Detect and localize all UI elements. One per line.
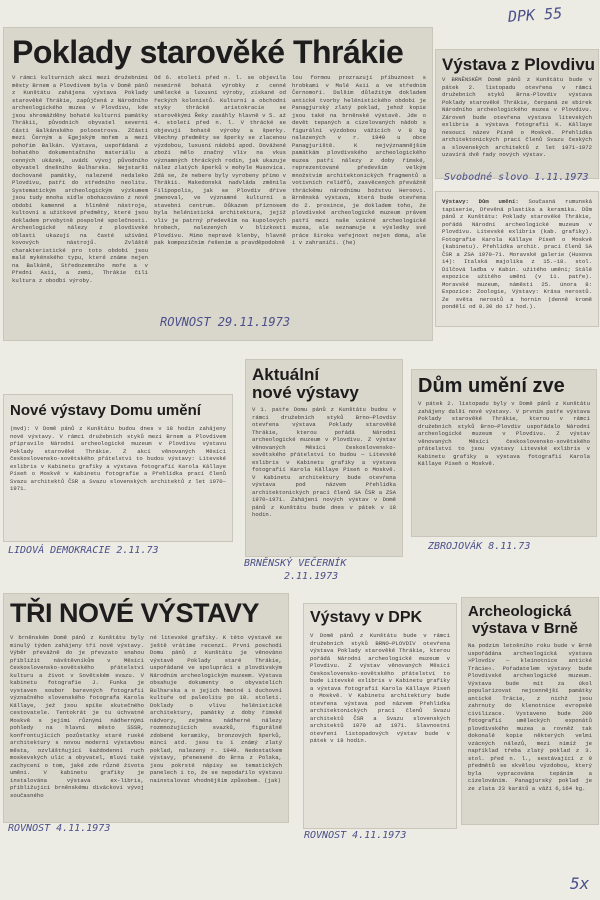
headline: Poklady starověké Thrákie xyxy=(12,34,404,70)
source-annotation-4: LIDOVÁ DEMOKRACIE 2.11.73 xyxy=(8,545,159,556)
headline-line-2: výstava v Brně xyxy=(472,620,578,637)
headline: Nové výstavy Domu umění xyxy=(10,402,201,419)
clipping-tri-nove-vystavy xyxy=(4,594,288,822)
article-body: V Domě pánů z Kunštátu bude v rámci družebních styků BRNO—PLOVDIV otevřena výstava Poklady starověké Thrákie, kterou pořádá Národní archeologické muzeum v Plovdivu. Z výstav věnovaných Měsíci československo-sovětského přátelství to bude Litevské exlibris v Kabinetu grafiky a výstava fotografií Karola Kállaye Píseň o Moskvě. V Kabinetu architektury bude otevřena výstava pod názvem Přehlídka architektonických prací členů Svazu architektů ČSR a Svazu slovenských architektů 1970 až 1971. Slavnostní otevření listopadových výstav bude v pátek v 18 hodin. xyxy=(310,632,450,744)
article-body: V 1. patře Domu pánů z Kunštátu budou v rámci družebních styků Brno—Plovdiv otevřena výstava Poklady starověké Thrákie, kterou pořádá Národní archeologické muzeum v Plovdivu. Z výstav věnovaných Měsíci československo-sovětského přátelství to budou — Litevské exlibris v Kabinetu grafiky a výstava fotografií Karola Kállaye Píseň o Moskvě. V Kabinetu architektury bude otevřena výstava pod názvem Přehlídka architektonických prací členů SA ČSR a ZSA 1970–1971. Zahájení nových výstav v Domě pánů z Kunštátu bude dnes v pátek v 18 hodin. xyxy=(252,406,396,518)
clipping-vystavy-v-dpk xyxy=(304,604,456,828)
clipping-vystava-z-plovdivu xyxy=(436,50,598,178)
article-body: (mvd): V Domě pánů z Kunštátu budou dnes v 18 hodin zahájeny nové výstavy. V rámci družebních styků mezi Brnem a Plovdivem připravilo Národní archeologické muzeum v Plovdivu výstavu Poklady starověké Thrákie. Z akcí věnovaných Měsíci československo-sovětského přátelství to budou výstavy: Litevské exlibris v Kabinetu grafiky a výstava fotografií Karola Kállaye Píseň o Moskvě v Kabinetu fotografie a Přehlídka prací členů Svazu architektů ČSR a Svazu slovenských architektů z let 1970–1971. xyxy=(10,425,226,492)
article-body: V pátek 2. listopadu byly v Domě pánů z Kunštátu zahájeny další nové výstavy. V prvním patře výstava Poklady starověké Thrákie, kterou v rámci družebních styků Brno—Plovdiv uspořádalo Národní archeologické muzeum v Plovdivu. Z výstav věnovaných Měsíci československo-sovětského přátelství to jsou výstavy Litevské exlibris v Kabinetu grafiky a výstava fotografií Karola Kállaye Píseň o Moskvě. xyxy=(418,400,590,467)
headline: Dům umění zve xyxy=(418,375,565,397)
clipping-dum-umeni-zve xyxy=(412,370,596,536)
source-annotation-2: Svobodné slovo 1.11.1973 xyxy=(444,172,589,183)
article-column-2: Od 6. století před n. l. se objevila nesmírně bohatá výrobky z cenné umělecké a luxusní výroby, získané od řeckých kolonistů. Kulturní a obchodní styky thrácké aristokracie se starověkými Řeky zasáhly hlavně v 5. až 4. století před n. l. V thrácké se objevují bohatě výroby a šperky. Všechny předměty se šperky se zlacenou výzdobou, luxusní nádobí apod. Dovážené zboží mělo značný vliv na vkus významných thráckých rodin, jak ukazuje nález zlatých šperků v mohyle Musovica. Zdá se, že nebere byly vyrobeny přímo v Thrákii. Makedonská nadvláda změnila Filipopolis, jak se Plovdiv dříve jmenoval, ve významné kulturní a stavební centrum. Důkazem příznosem byla helénistická architektura, jejíž vliv je patrný především na kupolových hrobech, nalezených v blízkosti Plovdivu. Mimo nepravé klenby, hlavně pak kompozičním řešením a pravděpodobně xyxy=(154,74,286,246)
article-body: Na podzim letošního roku bude v Brně uspořádána archeologická výstava »Plovdiv — kleinotnice antické Trácie«. Pořadatelem výstavy bude Plovdivské archeologické muzeum. Výstava bude mít za úkol popularizovat nejcennější památky antické Trácie, z nichž jsou zahrnuty do klenotnice evropské civilizace. Vystaveno bude 200 fotografií uměleckých exponátů plovdivského muzea a rovněž tak dokonalé kopie některých velmi vzácných nálezů, mezi nimiž je například třeba zlatý poklad z 3. stol. před n. l., sestávající z 9 předmětů se skvělou výzdobou, který byla vypracována tepáním a cizelováním. Panagjurský poklad je ze zlata 23 karátů a váží 6,164 kg. xyxy=(468,642,592,792)
source-annotation-7: ROVNOST 4.11.1973 xyxy=(8,823,111,834)
listing-body xyxy=(442,198,592,322)
source-annotation-5b: 2.11.1973 xyxy=(284,571,339,582)
listing-lead: Výstavy: Dům umění: xyxy=(442,198,519,205)
article-column-1: V rámci kulturních akcí mezi družebními městy Brnem a Plovdivem byla v Domě pánů z Kunštátu zahájena výstava Poklady starověké Thrákie, zapůjčená z Národního archeologického muzea v Plovdivu, kde jsou shromážděny bohaté kulturní památky Thrákii, původních obyvatel severní části Balkánského poloostrova. Zčásti mezi Černým a Egejským mořem a mezi pohořím Balkán. Výstava, uspořádaná z bohatého dokumentačního materiálu a cenných ukázek, uvádí vývoj původního obyvatel dnešního Bulharska. Nejstarší dochované památky, nalezené nedaleko Plovdivu, patří do středního neolitu. Systematickým archeologickým výzkumem jsou tudy mnoha sídle obohacováno z nové období kamenné a hliněné nástroje, kultovní a užitkové předměty, které jsou dokladem prvobytně pospolné společnosti. Archeologické nálezy z plovdivské oblasti ukazují na časté užívání kovových nástrojů. Zvláště charakteristické pro toto období jsou malé mykénského typu, které známe nejen na Balkáně, Středozemního moře a v Přední Asii, a zemi, Thrákie čili kultura z obodbí výroby. xyxy=(12,74,148,284)
headline-line-1: Aktuální xyxy=(252,365,320,384)
headline: Výstavy v DPK xyxy=(310,609,423,626)
headline: TŘI NOVÉ VÝSTAVY xyxy=(10,598,260,628)
clipping-nove-vystavy-domu-umeni xyxy=(4,395,232,541)
article-column-1: V brněnském Domě pánů z Kunštátu byly minulý týden zahájeny tři nové výstavy. Výběr převážně do je převzato snahou přiblížit návštěvníkům v Měsíci československo-sovětského přátelství kulturu a život v Sovětském svazu. V kabinetu fotografie J. Funka je vystaven soubor barevných fotografií význačného slovenského fotografa Karola Kállaye, jež jsou spíše skutečného cestovatele. Tentokrát je tu úchvatné Moskvě s jejími různými nádhernými pohledy na hlavní město SSSR, konfrontujících pozůstatky staré ruské architektury s novou moderní výstavbou města, ozvláštňující každodenní ruch moskevských ulic a obyvatel, mluví také zachycení o tom, jaké zde různé života umění. V kabinetu grafiky je instalována výstava ex-libris, přibližující brněnskému diváckovi vývoj současného xyxy=(10,634,144,799)
article-column-3: lou formou prozrazují příbuznost s hrobkami v Malé Asii a ve středním Černomoří. Dalším důležitým dokladem antické tvorby helénistického období je Panagjurský zlatý poklad, jehož kopie jsou také na brněnské výstavě. Jde o devět tepaných a cizelovaných nádob s figurální výzdobou vážících v 8 kg nalezených v r. 1949 u obce Panagjuriště. K nejvýznamnějším památkám plovdivského archeologického muzea patří nálezy z doby římské, reprezentované především velkým množstvím architektonických fragmentů a votivních reliéfů, zasvěcených převážně thráckému národnímu božstvu Heroovi. Brněnská výstava, která bude otevřena do 2. prosince, je dokladem toho, že plovdivské archeologické muzeum právem patří mezi naše vzácné archeologické muzea, ale seznamuje s výsledky své práce široku veřejnost nejen doma, ale i v zahraničí. (he) xyxy=(292,74,426,246)
listing-text: Současná rumunská tapiserie, Dřevěná plastika a keramika. Dům pánů z Kunštátu: Poklady starověké Thrákie, pořádá Národní archeologické muzeum v Plovdivu. Litevské exlibris (kab. grafiky). Fotografie Karola Kállaye Píseň o Moskvě (kabinetu). Přehlídka archit. prací členů SA ČSR a ZSA 1970–71. Moravské galerie (Husova 14): Italská majolika z 15.–18. stol. Dílčová ladba v Kabin. užitého umění; Stálé expozice užitého umění (v 11. patře). Moravské muzeum, náměstí 25. února 8: Expozice: Zoologie, Výstavy: Krása nerostů. Ze světa nerostů a hornin (denně kromě pondělí od 8.30 do 17 hod.). xyxy=(442,198,592,310)
source-annotation-6: ZBROJOVÁK 8.11.73 xyxy=(428,541,531,552)
archive-stamp: DPK 55 xyxy=(507,4,563,26)
headline: Výstava z Plovdivu xyxy=(442,55,596,74)
headline-line-2: nové výstavy xyxy=(252,383,359,402)
source-annotation-1: ROVNOST 29.11.1973 xyxy=(160,315,291,329)
article-body: V BRNĚNSKÉM Domě pánů z Kunštátu bude v pátek 2. listopadu otevřena v rámci družebních styků Brna-Plovdiv výstava Poklady starověké Thrákie, čerpaná ze sbírek Národního archeologického muzea v Plovdivu. Zároveň bude otevřena výstava litevských exlibris a výstava fotografií K. Kállaye nesoucí název Písně o Moskvě. Přehlídka architektonických prací členů Svazu českých a slovenských architektů z let 1971–1972 uzavírá dvě řady nových výstav. xyxy=(442,76,592,158)
source-annotation-8: ROVNOST 4.11.1973 xyxy=(304,830,407,841)
article-column-2: né litevské grafiky. K této výstavě se ještě vrátíme recenzí. První poschodí Domu pánů z Kunštátu je věnováno výstavě Poklady staré Thrákie, uspořádané ve spolupráci s plovdivským Národním archeologickým muzeem. Výstava obsahuje dokumenty o obyvatelích Bulharska a o jejich hmotné i duchovní kultuře od paleolitu po 18. století. Doklady o vlivu helénistické architektury, památky z doby římské nádvory, zejména nádherné nálezy rozmnožujících svazků, figurálně zdobené keramiky, bronzových šperků, mincí atd. jsou tu i známý zlatý poklad, nalezený r. 1949. Nedostatkem výstavy, přenesené do Brna z Polska, jsou pokrsté nápisy se tematických panelech i to, že se nepodařilo výstavu nainstalovat vhodnějším způsobem. (jak) xyxy=(150,634,282,784)
clipping-archeologicka-vystava-v-brne xyxy=(462,598,598,824)
source-annotation-5a: BRNĚNSKÝ VEČERNÍK xyxy=(244,558,347,569)
clipping-poklady-starove-thrakie xyxy=(4,28,432,340)
clipping-aktualni-nove-vystavy xyxy=(246,360,402,556)
headline-line-1: Archeologická xyxy=(468,603,572,620)
page-count-mark: 5x xyxy=(570,874,590,893)
clipping-vystavy-listing xyxy=(436,192,598,326)
